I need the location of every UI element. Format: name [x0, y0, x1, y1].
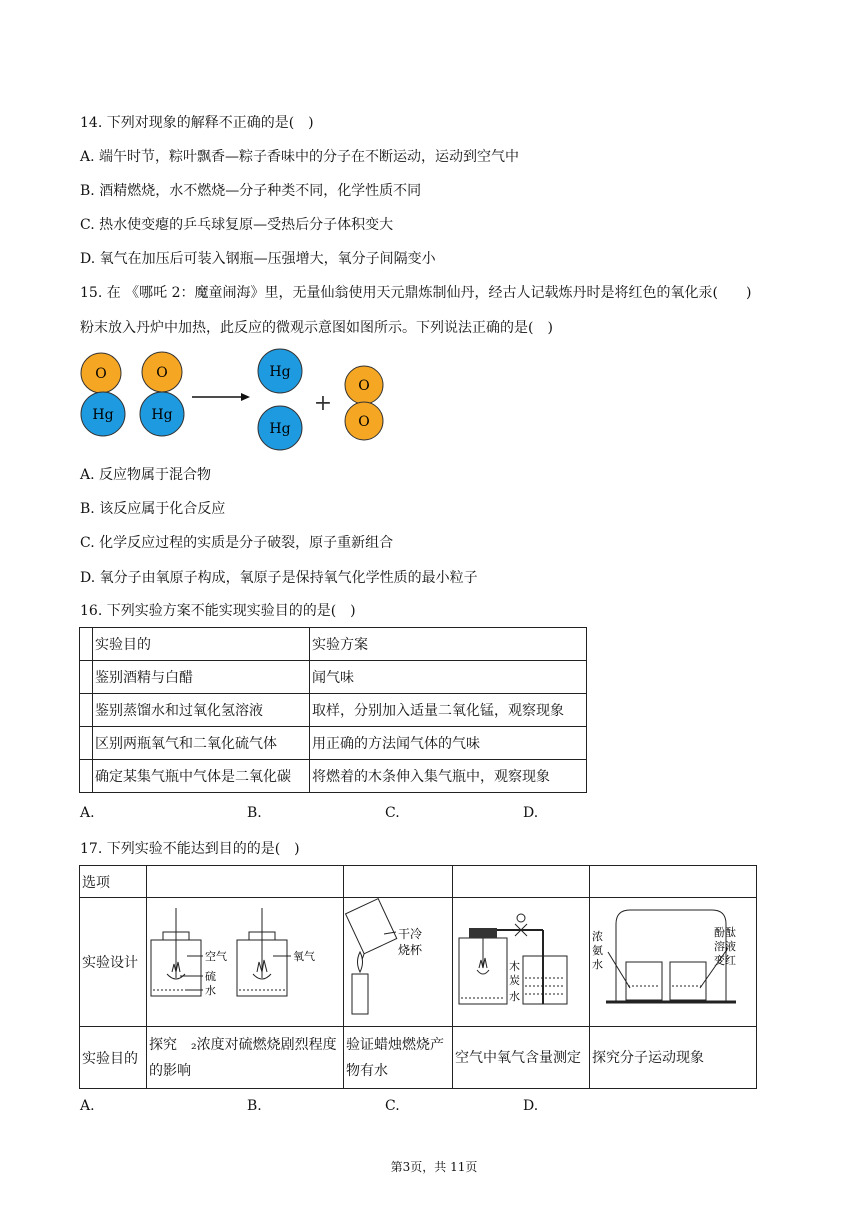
experiment-c-figure [453, 898, 585, 1022]
o-atom-label: O [156, 365, 168, 381]
choice-a[interactable]: A. [80, 1098, 95, 1114]
label-oxygen: 氧气 [293, 950, 315, 963]
page-footer: 第3页，共 11页 [390, 1160, 478, 1174]
label-dry-cold: 干冷 [398, 927, 423, 941]
label-air: 空气 [205, 950, 227, 963]
purpose-b: 验证蜡烛燃烧产物有水 [344, 1027, 453, 1089]
choice-d[interactable]: D. [523, 1098, 539, 1114]
label-conc: 浓 [592, 930, 603, 943]
purpose-c: 空气中氧气含量测定 [453, 1027, 590, 1089]
q15-stem-line1: 15. 在 《哪吒 2：魔童闹海》里，无量仙翁使用天元鼎炼制仙丹，经古人记载炼丹时是将红色的氧化汞( ) [80, 285, 752, 301]
q15-option-d: D. 氧分子由氧原子构成，氧原子是保持氧气化学性质的最小粒子 [80, 570, 478, 586]
table-row [80, 727, 587, 760]
label-beaker: 烧杯 [398, 943, 423, 957]
choice-a[interactable]: A. [80, 805, 95, 821]
label-wood: 木 [509, 960, 520, 973]
o-atom-label: O [358, 414, 370, 430]
label-water: 水 [509, 990, 520, 1003]
table-header-row [80, 628, 587, 661]
q14-option-b: B. 酒精燃烧，水不燃烧—分子种类不同，化学性质不同 [80, 183, 422, 199]
purpose-a: 探究 ₂浓度对硫燃烧剧烈程度的影响 [147, 1027, 344, 1089]
label-sulfur: 硫 [205, 970, 216, 983]
header-plan: 实验方案 [310, 628, 587, 661]
q15-option-a: A. 反应物属于混合物 [80, 467, 212, 483]
label-water: 水 [592, 958, 603, 971]
row-plan: 用正确的方法闻气体的气味 [310, 727, 587, 760]
q14-stem: 14. 下列对现象的解释不正确的是( ) [80, 115, 314, 131]
experiment-b-figure [344, 898, 448, 1022]
choice-b[interactable]: B. [247, 1098, 262, 1114]
row-label-option: 选项 [80, 866, 147, 898]
choice-b[interactable]: B. [247, 805, 262, 821]
q17-choices [80, 1098, 600, 1118]
experiment-a-figure [147, 898, 339, 1022]
hg-atom-2 [258, 406, 302, 450]
label-water: 水 [205, 984, 216, 997]
row-plan: 闻气味 [310, 661, 587, 694]
q15-option-b: B. 该反应属于化合反应 [80, 501, 226, 517]
table-row [80, 1027, 757, 1089]
reaction-diagram [78, 348, 398, 458]
hg-atom-1 [258, 349, 302, 393]
o2-molecule [345, 366, 383, 440]
row-purpose: 区别两瓶氧气和二氧化硫气体 [93, 727, 310, 760]
o-atom-label: O [95, 366, 107, 382]
table-row [80, 898, 757, 1027]
row-plan: 取样，分别加入适量二氧化锰，观察现象 [310, 694, 587, 727]
experiment-d-figure [590, 898, 752, 1022]
label-phenol: 酚酞 [714, 926, 736, 939]
row-plan: 将燃着的木条伸入集气瓶中，观察现象 [310, 760, 587, 793]
purpose-d: 探究分子运动现象 [590, 1027, 757, 1089]
q15-stem-line2: 粉末放入丹炉中加热，此反应的微观示意图如图所示。下列说法正确的是( ) [80, 320, 553, 336]
q17-table [79, 865, 757, 1089]
hg-atom-label: Hg [151, 407, 173, 423]
row-label-purpose: 实验目的 [80, 1027, 147, 1089]
q17-stem: 17. 下列实验不能达到目的的是( ) [80, 841, 300, 857]
hg-atom-label: Hg [92, 407, 114, 423]
q16-table [79, 627, 587, 793]
reaction-arrow [192, 393, 250, 401]
choice-d[interactable]: D. [523, 805, 539, 821]
table-row [80, 694, 587, 727]
table-row [80, 866, 757, 898]
q14-option-d: D. 氧气在加压后可装入钢瓶—压强增大，氧分子间隔变小 [80, 251, 436, 267]
choice-c[interactable]: C. [385, 805, 400, 821]
plus-sign: + [313, 391, 333, 416]
header-purpose: 实验目的 [93, 628, 310, 661]
o-atom-label: O [358, 378, 370, 394]
q16-stem: 16. 下列实验方案不能实现实验目的的是( ) [80, 603, 356, 619]
label-turn-red: 变红 [714, 954, 736, 967]
label-carbon: 炭 [509, 974, 520, 987]
label-ammonia: 氨 [592, 944, 603, 957]
choice-c[interactable]: C. [385, 1098, 400, 1114]
q16-choices [80, 805, 600, 825]
hg-atom-label: Hg [269, 364, 291, 380]
hgo-molecule-2 [140, 352, 184, 436]
hgo-molecule-1 [81, 353, 125, 436]
table-row [80, 760, 587, 793]
hg-atom-label: Hg [269, 421, 291, 437]
q15-option-c: C. 化学反应过程的实质是分子破裂，原子重新组合 [80, 535, 394, 551]
row-purpose: 确定某集气瓶中气体是二氧化碳 [93, 760, 310, 793]
q14-option-a: A. 端午时节，粽叶飘香—粽子香味中的分子在不断运动，运动到空气中 [80, 149, 520, 165]
table-row [80, 661, 587, 694]
label-solution: 溶液 [714, 940, 736, 953]
row-purpose: 鉴别酒精与白醋 [93, 661, 310, 694]
row-purpose: 鉴别蒸馏水和过氧化氢溶液 [93, 694, 310, 727]
row-label-design: 实验设计 [80, 898, 147, 1027]
q14-option-c: C. 热水使变瘪的乒乓球复原—受热后分子体积变大 [80, 217, 394, 233]
